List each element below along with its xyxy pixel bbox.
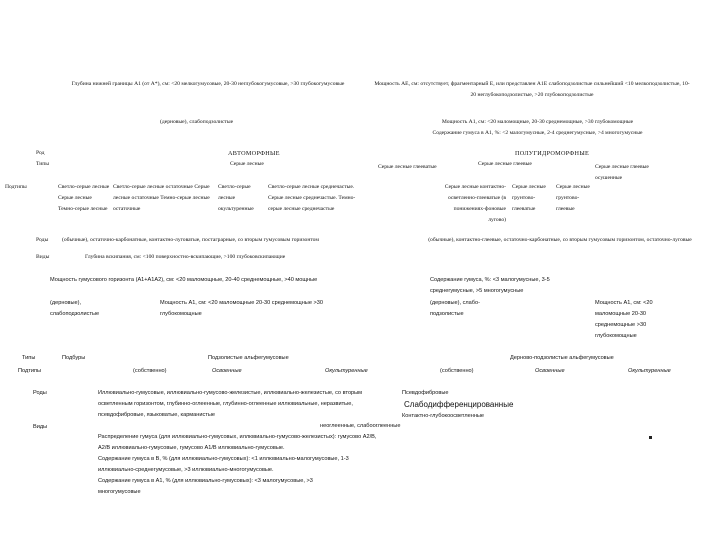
lower-genera-label: Роды [33, 390, 47, 396]
semihydromorphic-title: ПОЛУГИДРОМОРФНЫЕ [515, 150, 590, 157]
subtype-cell: Серые лесные грунтово-глееватые [512, 184, 546, 212]
a1-thickness-note: Мощность A1, см: <20 маломощные, 20-30 среднемощные, >30 глубокомощные [441, 119, 634, 125]
humus-horizon-note: Мощность гумусового горизонта (A1+A1A2), см: <20 маломощные, 20-40 среднемощные, >40 мощные [50, 277, 318, 283]
subtype-cell: Серые лесные контактно-осветленно-глееватые (в понижениях-фоновые лугово) [444, 184, 506, 223]
podzol-note: (дерновые), слабоподзолистые [160, 119, 234, 125]
species-line: Содержание гумуса в A1, % (для иллювиально-гумусовых): <3 малогумусовые, >3 [98, 478, 313, 484]
humus-content-note: Содержание гумуса, %: <3 малогумусные, 3-5 среднегумусные, >5 многогумусные [430, 277, 550, 294]
subtype-cell: Серые лесные грунтово-глеевые [556, 184, 590, 212]
subtype-cell: Светло-серые лесные окультуренные [218, 184, 254, 212]
genus-contact: Контактно-глубокоосветленные [402, 413, 485, 419]
lower-genera-text: Иллювиально-гумусовые, иллювиально-гумусово-железистые, иллювиально-железистые, со вторым осветленным горизонтом, глубинно-оглеенные, глубинно-оглеенные иллювиальные, неразвитые, псевдофибровые, языковатые, карманистые [98, 390, 363, 418]
genus-pseudofibrous: Псевдофибровые [402, 390, 449, 396]
type-gley-drained: Серые лесные глеевые осушенные [595, 164, 649, 181]
subtype-cell: Окультуренные [628, 368, 671, 374]
type-gley: Серые лесные глеевые [478, 161, 532, 167]
lower-subtypes-label: Подтипы [18, 368, 42, 374]
species-line: Распределение гумуса (для иллювиально-гумусовых, иллювиально-гумусово-железистых): гумусово A2/B, [98, 434, 377, 440]
automorphic-title: АВТОМОРФНЫЕ [228, 150, 280, 157]
type-grey-forest: Серые лесные [230, 161, 264, 167]
type-podzolic: Подзолистые альфегумусовые [208, 355, 289, 361]
species-line: многогумусовые [98, 489, 141, 495]
ae-thickness-note: Мощность AE, см: отсутствует, фрагментарный E, или представлен A1E слабоподзолистые сильнейший <10 мелкоподзолистые, 10-20 неглубокоподзолистые, >20 глубокоподзолистые [374, 81, 690, 98]
subtype-cell: Освоенные [212, 368, 242, 374]
lower-species-label: Виды [33, 424, 48, 430]
genera-text: (обычные), остаточно-карбонатные, контактно-луговатые, постаграрные, со вторым гумусовым горизонтом [62, 237, 319, 243]
species-text: Глубина вскипания, см: <100 поверхностно-вскипающие, >100 глубоковскипающие [85, 254, 286, 260]
species-label: Виды [36, 254, 50, 260]
subtype-cell: Светло-серые лесные Серые лесные Темно-серые лесные [58, 184, 110, 212]
subtypes-label: Подтипы [5, 184, 27, 190]
subtype-cell: (собственно) [133, 368, 167, 374]
rod-label: Род [36, 150, 45, 156]
bullet-mark [649, 436, 652, 439]
semihydro-genera-text: (обычные), контактно-глеевые, остаточно-карбонатные, со вторым гумусовым горизонтом, остаточно-луговые [428, 237, 692, 243]
humus-note: Содержание гумуса в A1, %: <2 малогумусные, 2-4 среднегумусные, >4 многогумусные [432, 130, 643, 136]
lower-types-label: Типы [22, 355, 36, 361]
subtype-cell: (собственно) [440, 368, 474, 374]
left-a1-note: Мощность A1, см: <20 маломощные 20-30 среднемощные >30 глубокомощные [160, 300, 323, 317]
subtype-cell: Светло-серые лесные среднечастые. Серые лесные среднечастые. Темно-серые лесные среднечастые [268, 184, 356, 212]
left-podzol-note: (дерновые), слабоподзолистые [50, 300, 100, 317]
gley-species: неоглеенные, слабооглеенные [320, 423, 401, 429]
species-line: Содержание гумуса в B, % (для иллювиально-гумусовых): <1 иллювиально-малогумусовые, 1-3 [98, 456, 349, 462]
subtype-cell: Окультуренные [325, 368, 368, 374]
type-gleyic: Серые лесные глееватые [378, 164, 437, 170]
genera-label: Роды [36, 237, 49, 243]
genus-weakly-differentiated: Слабодифференцированные [404, 400, 514, 409]
species-line: иллювиально-среднегумусовые, >3 иллювиально-многогумусовые. [98, 467, 274, 473]
right-podzol-note: (дерновые), слабо-подзолистые [430, 300, 480, 317]
right-a1-note: Мощность A1, см: <20 маломощные 20-30 среднемощные >30 глубокомощные [595, 300, 653, 339]
subtype-cell: Освоенные [535, 368, 565, 374]
species-line: A2/B иллювиально-гумусовые, гумусово A1/B иллювиально-гумусовые. [98, 445, 285, 451]
type-podbury: Подбуры [62, 355, 86, 361]
subtype-cell: Светло-серые лесные остаточные Серые лесные остаточные Темно-серые лесные остаточные [113, 184, 210, 212]
species-list [98, 432, 428, 498]
depth-note: Глубина нижней границы A1 (от A*), см: <20 мелкогумусовые, 20-30 неглубокогумусовые, >30 глубокогумусовые [71, 81, 345, 87]
type-sod-podzolic: Дерново-подзолистые альфегумусовые [510, 355, 614, 361]
types-label: Типы [36, 161, 50, 167]
